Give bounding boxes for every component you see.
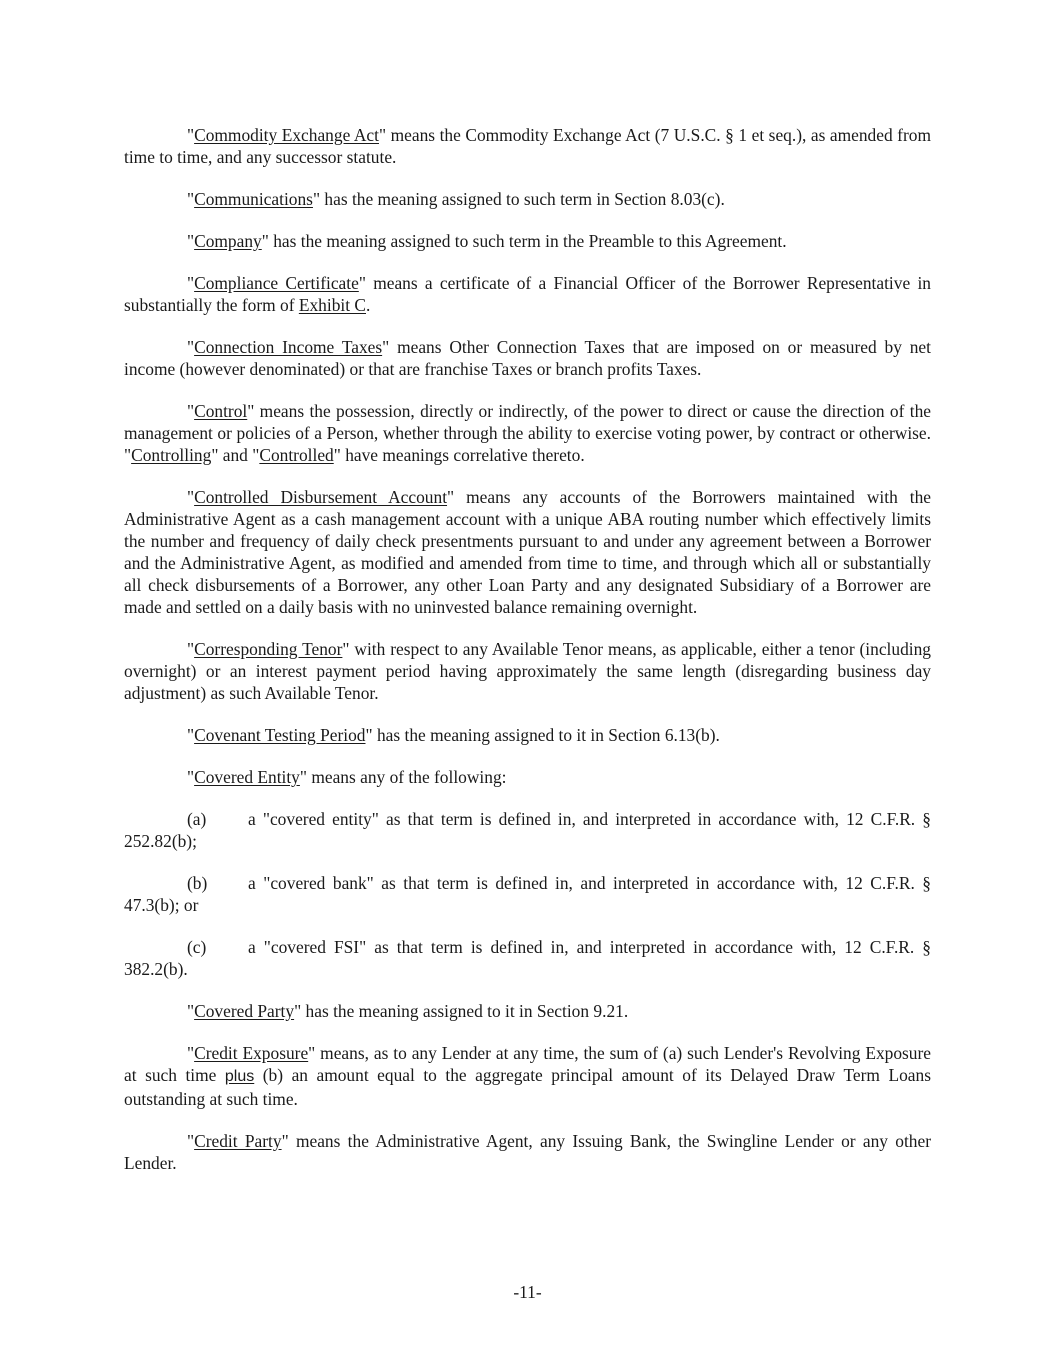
definition-communications: "Communications" has the meaning assigned to such term in Section 8.03(c). [187, 189, 725, 209]
definition-commodity-exchange-act: "Commodity Exchange Act" means the Commodity Exchange Act (7 U.S.C. § 1 et seq.), as amended from time to time, and any successor statute. [124, 125, 931, 167]
exhibit-reference: Exhibit C [298, 295, 366, 315]
defined-term: Connection Income Taxes [194, 337, 383, 357]
defined-term: Covered Entity [194, 767, 300, 787]
defined-term: Company [194, 231, 262, 251]
covered-entity-item-a: (a) a "covered entity" as that term is defined in, and interpreted in accordance with, 12 C.F.R. § 252.82(b); [124, 809, 931, 851]
definition-control: "Control" means the possession, directly or indirectly, of the power to direct or cause the direction of the management or policies of a Person, whether through the ability to exercise voting power, by contract or otherwise. "Controlling" and "Controlled" have meanings correlative thereto. [124, 401, 931, 465]
defined-term: Controlling [131, 445, 212, 465]
list-label: (b) [187, 873, 208, 893]
definition-corresponding-tenor: "Corresponding Tenor" with respect to any Available Tenor means, as applicable, either a tenor (including overnight) or an interest payment period having approximately the same length (disregarding business day adjustment) as such Available Tenor. [124, 639, 931, 703]
defined-term: Corresponding Tenor [194, 639, 343, 659]
defined-term: Credit Party [194, 1131, 282, 1151]
definition-company: "Company" has the meaning assigned to such term in the Preamble to this Agreement. [187, 231, 787, 251]
covered-entity-item-b: (b) a "covered bank" as that term is defined in, and interpreted in accordance with, 12 C.F.R. § 47.3(b); or [124, 873, 931, 915]
list-label: (c) [187, 937, 207, 957]
defined-term: Controlled Disbursement Account [194, 487, 448, 507]
defined-term: Covenant Testing Period [194, 725, 366, 745]
defined-term: Controlled [259, 445, 334, 465]
definition-credit-exposure: "Credit Exposure" means, as to any Lender at any time, the sum of (a) such Lender's Revolving Exposure at such time plus (b) an amount equal to the aggregate principal amount of its Delayed Draw Term Loans outstanding at such time. [124, 1043, 931, 1109]
defined-term: Compliance Certificate [194, 273, 359, 293]
definition-covered-entity: "Covered Entity" means any of the following: [187, 767, 507, 787]
definition-credit-party: "Credit Party" means the Administrative Agent, any Issuing Bank, the Swingline Lender or any other Lender. [124, 1131, 931, 1173]
defined-term: Covered Party [194, 1001, 295, 1021]
definition-covenant-testing-period: "Covenant Testing Period" has the meaning assigned to it in Section 6.13(b). [187, 725, 720, 745]
defined-term: Control [194, 401, 248, 421]
page-number: -11- [513, 1282, 542, 1302]
definition-covered-party: "Covered Party" has the meaning assigned to it in Section 9.21. [187, 1001, 629, 1021]
emphasis-plus: plus [224, 1068, 255, 1085]
definition-controlled-disbursement-account: "Controlled Disbursement Account" means any accounts of the Borrowers maintained with the Administrative Agent as a cash management account with a unique ABA routing number which effectively limits the number and frequency of daily check presentments pursuant to and under any agreement between a Borrower and the Administrative Agent, as modified and amended from time to time, and through which all or substantially all check disbursements of a Borrower, any other Loan Party and any designated Subsidiary of a Borrower are made and settled on a daily basis with no uninvested balance remaining overnight. [124, 487, 931, 617]
defined-term: Commodity Exchange Act [194, 125, 379, 145]
definition-connection-income-taxes: "Connection Income Taxes" means Other Connection Taxes that are imposed on or measured by net income (however denominated) or that are franchise Taxes or branch profits Taxes. [124, 337, 931, 379]
list-label: (a) [187, 809, 207, 829]
document-page [124, 124, 931, 1194]
defined-term: Credit Exposure [194, 1043, 309, 1063]
definition-compliance-certificate: "Compliance Certificate" means a certificate of a Financial Officer of the Borrower Representative in substantially the form of Exhibit C. [124, 273, 931, 315]
defined-term: Communications [194, 189, 313, 209]
covered-entity-item-c: (c) a "covered FSI" as that term is defined in, and interpreted in accordance with, 12 C.F.R. § 382.2(b). [124, 937, 931, 979]
